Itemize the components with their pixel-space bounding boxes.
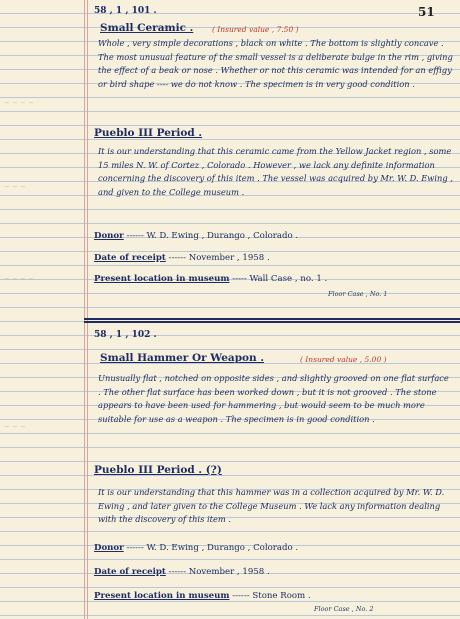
acquisition-history: It is our understanding that this ceramic came from the Yellow Jacket region , some 15 miles N. W. of Cortez , Colorado . However , we lack any definite information concerning the discovery of this item . The vessel was acquired by Mr. W. D. Ewing , and given to the College museum . — [98, 146, 453, 197]
bleed-through-text: ~ ~ ~ ~ — [4, 99, 35, 107]
item-description: Whole , very simple decorations , black on white . The bottom is slightly concave . The most unusual feature of the small vessel is a deliberate bulge in the rim , giving the effect of a beak or nose . Whether or not this ceramic was intended for an effigy or bird shape ---- we do not know . The specimen is in very good condition . — [98, 38, 453, 89]
insured-value: ( Insured value , 5.00 ) — [300, 355, 387, 364]
donor-value: ------ W. D. Ewing , Durango , Colorado . — [126, 543, 299, 553]
location-label: Present location in museum — [94, 274, 230, 284]
donor-field — [94, 543, 298, 553]
date-field — [94, 253, 270, 263]
margin-line — [84, 0, 85, 619]
bleed-through-text: ~ ~ ~ — [4, 423, 27, 431]
donor-field — [94, 231, 298, 241]
location-value: ----- Wall Case , no. 1 . — [232, 274, 328, 284]
location-field — [94, 591, 311, 601]
catalog-number: 58 , 1 , 102 . — [94, 330, 157, 340]
bleed-through-text: ~ ~ ~ ~ — [4, 275, 35, 283]
catalog-number: 58 , 1 , 101 . — [94, 6, 157, 16]
period-heading: Pueblo III Period . — [94, 127, 203, 139]
donor-label: Donor — [94, 231, 124, 241]
location-value: ------ Stone Room . — [232, 591, 311, 601]
date-field — [94, 567, 270, 577]
donor-value: ------ W. D. Ewing , Durango , Colorado . — [126, 231, 299, 241]
item-title: Small Hammer Or Weapon . — [100, 352, 264, 364]
location-note: Floor Case , No. 1 — [328, 290, 388, 298]
acquisition-history: It is our understanding that this hammer was in a collection acquired by Mr. W. D. Ewing , and later given to the College Museum . We lack any information dealing with the discovery of this item . — [98, 487, 445, 525]
date-value: ------ November , 1958 . — [168, 253, 270, 263]
date-value: ------ November , 1958 . — [168, 567, 270, 577]
period-heading: Pueblo III Period . (?) — [94, 464, 222, 476]
bleed-through-text: ~ ~ ~ — [4, 183, 27, 191]
location-note: Floor Case , No. 2 — [314, 605, 374, 613]
date-label: Date of receipt — [94, 567, 166, 577]
location-field — [94, 274, 327, 284]
item-description: Unusually flat , notched on opposite sides , and slightly grooved on one flat surface . The other flat surface has been worked down , but it is not grooved . The stone appears to have been used for hammering , but would seem to be much more suitable for use as a weapon . The specimen is in good condition . — [98, 373, 449, 424]
location-label: Present location in museum — [94, 591, 230, 601]
page-number: 51 — [418, 5, 435, 19]
insured-value: ( Insured value , 7.50 ) — [212, 25, 299, 34]
date-label: Date of receipt — [94, 253, 166, 263]
margin-line-inner — [87, 0, 88, 619]
section-divider — [84, 321, 460, 323]
item-title: Small Ceramic . — [100, 22, 194, 34]
donor-label: Donor — [94, 543, 124, 553]
section-divider — [84, 318, 460, 320]
